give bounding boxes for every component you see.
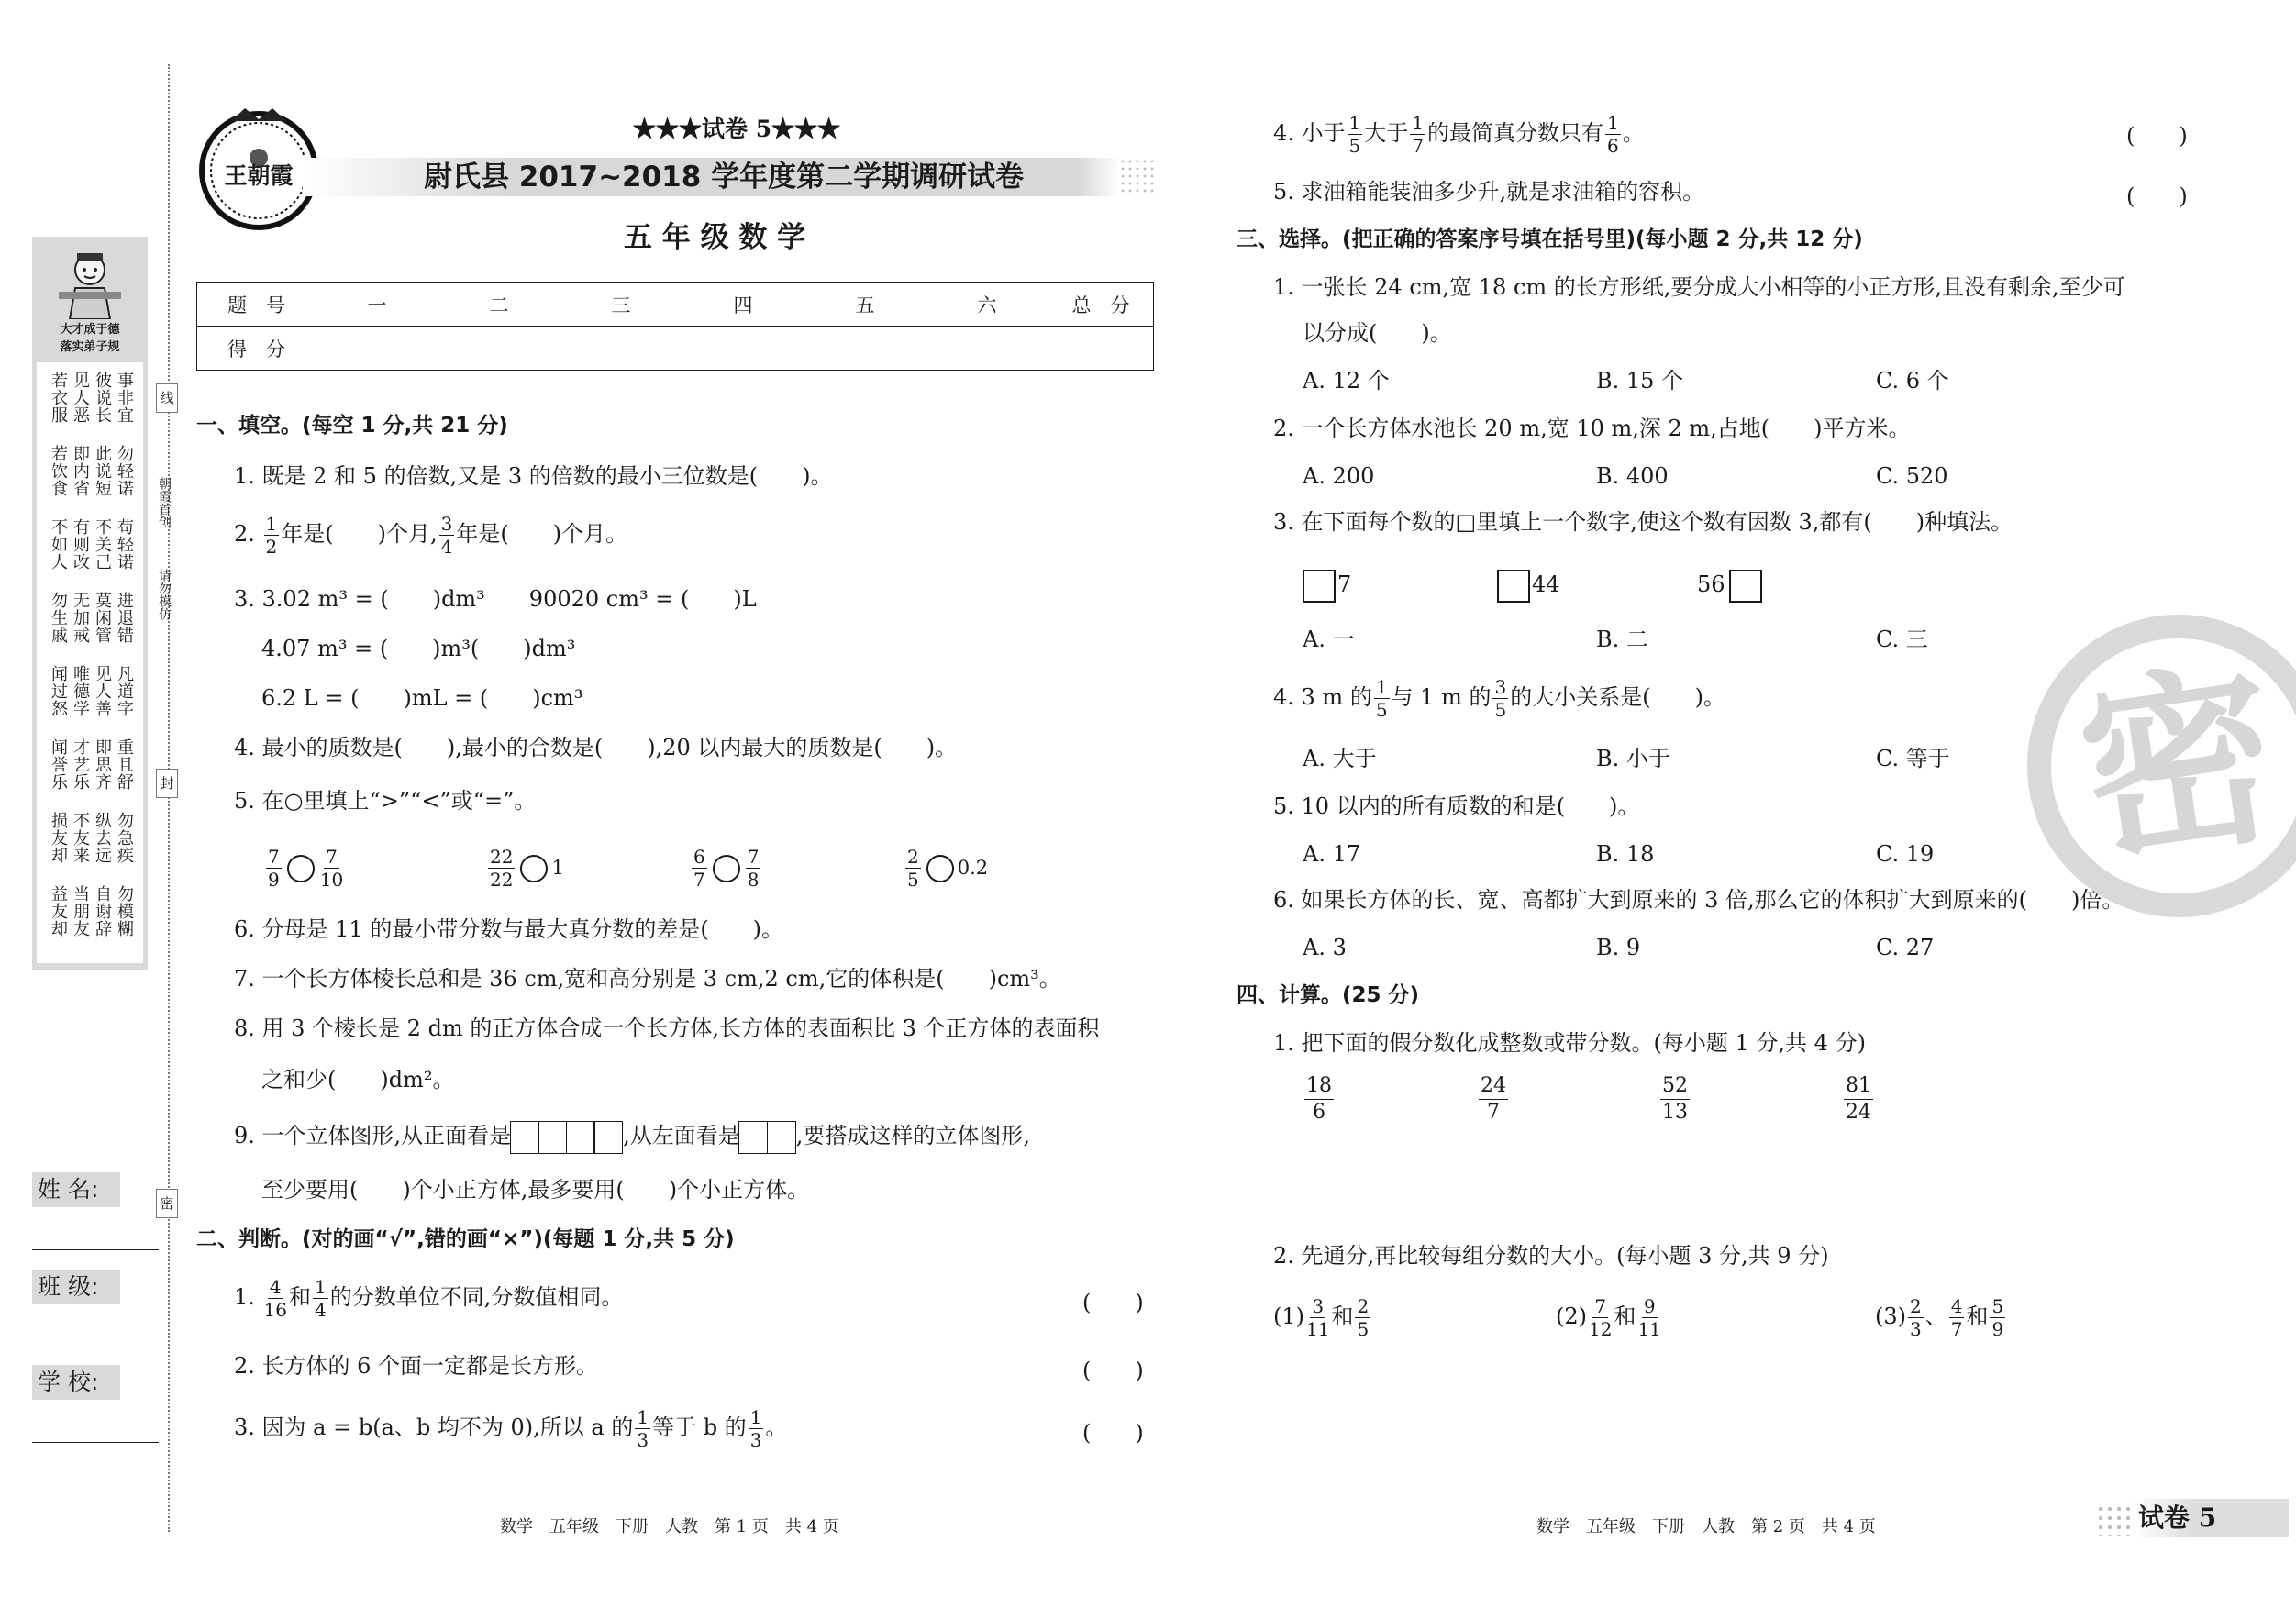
score-cell: 三 (560, 283, 682, 327)
s3-question-6: 6. 如果长方体的长、宽、高都扩大到原来的 3 倍,那么它的体积扩大到原来的( )倍。 (1273, 887, 2124, 913)
numerator: 2 (1357, 1295, 1370, 1317)
s1-question-9a (234, 1117, 1030, 1154)
fraction (488, 848, 515, 889)
denominator: 7 (1487, 1101, 1500, 1124)
numerator: 7 (1594, 1295, 1607, 1317)
s1-question-9b: 至少要用( )个小正方体,最多要用( )个小正方体。 (261, 1177, 810, 1203)
s3-q1-option-a[interactable]: A. 12 个 (1303, 368, 1390, 394)
s3-q3-number (1497, 566, 1560, 603)
denominator: 22 (490, 869, 514, 891)
poem-column: 即内省 (71, 445, 90, 497)
denominator: 3 (1910, 1318, 1922, 1340)
fraction (749, 1408, 764, 1449)
poem-column: 勿模糊 (115, 885, 134, 937)
s2-question-4 (1273, 110, 1645, 156)
s1-q5-item (486, 844, 564, 890)
digit-box[interactable] (1497, 570, 1530, 603)
s3-q6-option-a[interactable]: A. 3 (1303, 935, 1347, 960)
sidebar-poems (48, 372, 136, 959)
denominator: 11 (1637, 1318, 1661, 1340)
fraction (905, 848, 921, 889)
s3-q2-option-b[interactable]: B. 400 (1596, 463, 1669, 489)
poem-column: 彼说长 (93, 372, 112, 424)
digit-box[interactable] (1303, 570, 1336, 603)
exam-subject: 五 年 级 数 学 (624, 221, 806, 254)
page-badge (2133, 1499, 2289, 1537)
q-text: 、 (1924, 1303, 1947, 1329)
poem-column: 见人恶 (71, 372, 90, 424)
s3-q6-option-b[interactable]: B. 9 (1596, 935, 1641, 960)
q-text: 4. 3 m 的 (1273, 684, 1372, 710)
poem-column: 此说短 (93, 445, 112, 497)
denominator: 5 (1375, 699, 1388, 721)
score-cell: 题 号 (197, 283, 316, 327)
score-cell: 一 (316, 283, 438, 327)
slogan-line: 大才成于德 (60, 323, 120, 337)
logo-text: 王朝霞 (224, 162, 294, 189)
class-field[interactable] (32, 1270, 159, 1348)
score-header-row (197, 283, 1154, 327)
binding-mark-box (156, 1189, 178, 1218)
s4-q2-item-1 (1273, 1293, 1372, 1339)
fraction (1410, 114, 1425, 155)
numerator: 1 (637, 1406, 649, 1428)
s1-q5-item (904, 844, 988, 890)
q-number: 2. (234, 521, 255, 547)
school-underline (32, 1442, 159, 1443)
q-text: ,要搭成这样的立体图形, (795, 1123, 1031, 1148)
s1-question-6: 6. 分母是 11 的最小带分数与最大真分数的差是( )。 (234, 916, 784, 942)
score-input[interactable] (1048, 327, 1154, 371)
poem-column: 莫闲管 (93, 592, 112, 644)
denominator: 5 (1357, 1318, 1370, 1340)
binding-dotted-line (168, 64, 170, 1532)
fraction (266, 848, 282, 889)
page-badge-dots (2096, 1504, 2133, 1536)
numerator: 81 (1844, 1075, 1873, 1100)
score-cell: 四 (682, 283, 804, 327)
page-badge-label: 试卷 5 (2138, 1503, 2217, 1533)
s3-q5-option-c[interactable]: C. 19 (1876, 841, 1935, 867)
poem-column: 不如人 (49, 518, 68, 571)
poem-column: 重且舒 (115, 738, 134, 791)
denominator: 8 (747, 869, 760, 891)
poem-column: 进退错 (115, 592, 134, 644)
q-text: 的最简真分数只有 (1427, 120, 1603, 146)
fraction (1908, 1297, 1924, 1338)
denominator: 7 (1950, 1318, 1963, 1340)
s3-q1-option-c[interactable]: C. 6 个 (1876, 368, 1949, 394)
numerator: 4 (1950, 1295, 1963, 1317)
denominator: 10 (319, 869, 344, 891)
q-number: (2) (1556, 1303, 1587, 1329)
denominator: 4 (440, 536, 453, 558)
denominator: 7 (1412, 135, 1424, 157)
compare-value: 0.2 (957, 857, 989, 879)
s1-q5-item (690, 844, 762, 890)
q-text: 等于 b 的 (652, 1414, 747, 1440)
s1-question-3a: 3. 3.02 m³ = ( )dm³ 90020 cm³ = ( )L (234, 586, 757, 612)
fraction (1605, 114, 1621, 155)
poem-column: 唯德学 (71, 665, 90, 717)
fraction (1479, 1075, 1508, 1124)
numerator: 18 (1304, 1075, 1334, 1100)
q-text: 和 (1966, 1303, 1989, 1329)
binding-mark-box (156, 769, 178, 798)
copyright-note (151, 477, 172, 528)
s2-question-3 (234, 1406, 788, 1451)
binding-mark: 封 (160, 775, 174, 792)
q-number: (3) (1875, 1303, 1906, 1329)
denominator: 5 (1494, 699, 1507, 721)
score-input[interactable] (804, 327, 926, 371)
s3-question-2: 2. 一个长方体水池长 20 m,宽 10 m,深 2 m,占地( )平方米。 (1273, 416, 1911, 441)
score-cell: 总 分 (1048, 283, 1154, 327)
fraction (1306, 1297, 1329, 1338)
q-text: 年是( )个月。 (456, 521, 628, 547)
numerator: 2 (907, 846, 919, 868)
s4-q1-fraction (1842, 1075, 1875, 1124)
fraction (1348, 114, 1363, 155)
fraction (320, 848, 343, 889)
fraction (1374, 678, 1390, 719)
denominator: 6 (1313, 1101, 1325, 1124)
compare-value: 1 (551, 857, 564, 879)
q-text: 的大小关系是( )。 (1510, 684, 1725, 710)
binding-mark-box (156, 383, 178, 413)
s3-q3-number (1697, 566, 1764, 603)
denominator: 3 (637, 1429, 649, 1451)
score-value-row (197, 327, 1154, 371)
section3-heading: 三、选择。(把正确的答案序号填在括号里)(每小题 2 分,共 12 分) (1237, 227, 1863, 251)
denominator: 11 (1306, 1318, 1330, 1340)
q-text: 的分数单位不同,分数值相同。 (329, 1284, 624, 1310)
q-text: 3. 因为 a = b(a、b 均不为 0),所以 a 的 (234, 1414, 634, 1440)
s1-question-2 (234, 513, 628, 558)
fraction (1492, 678, 1508, 719)
poem-column: 苟轻诺 (115, 518, 134, 571)
s3-q3-option-a[interactable]: A. 一 (1303, 627, 1355, 652)
poem-column: 见人善 (93, 665, 112, 717)
poem-column: 若饮食 (49, 445, 68, 497)
q-text: ,从左面看是 (623, 1123, 740, 1148)
s3-question-4 (1273, 674, 1725, 720)
denominator: 24 (1846, 1101, 1871, 1124)
fraction (439, 515, 455, 556)
class-label: 班 级: (32, 1270, 120, 1304)
score-cell: 二 (438, 283, 560, 327)
s2-question-2: 2. 长方体的 6 个面一定都是长方形。 (234, 1353, 599, 1379)
section2-heading: 二、判断。(对的画“√”,错的画“×”)(每题 1 分,共 5 分) (196, 1227, 735, 1251)
digit-text: 7 (1337, 571, 1352, 597)
s1-question-3c: 6.2 L = ( )mL = ( )cm³ (261, 685, 583, 711)
s3-q3-option-b[interactable]: B. 二 (1596, 627, 1648, 652)
q-number: 1. (234, 1284, 255, 1310)
exam-series-label: ★★★试卷 5★★★ (633, 116, 841, 142)
compare-circle[interactable] (520, 855, 548, 882)
s3-question-1a: 1. 一张长 24 cm,宽 18 cm 的长方形纸,要分成大小相等的小正方形,且没有剩余,至少可 (1273, 274, 2125, 300)
poem-column: 勿生戚 (49, 592, 68, 644)
copyright-note-2 (151, 569, 172, 620)
numerator: 1 (749, 1406, 762, 1428)
s3-q2-option-a[interactable]: A. 200 (1303, 463, 1375, 489)
s2-question-5: 5. 求油箱能装油多少升,就是求油箱的容积。 (1273, 179, 1705, 205)
s1-question-7: 7. 一个长方体棱长总和是 36 cm,宽和高分别是 3 cm,2 cm,它的体积是( )cm³。 (234, 966, 1061, 992)
s1-q5-item (264, 844, 345, 890)
fraction (264, 515, 280, 556)
denominator: 7 (693, 869, 705, 891)
fraction (746, 848, 761, 889)
s3-q6-option-c[interactable]: C. 27 (1876, 935, 1935, 960)
poem-column: 自谢辞 (93, 885, 112, 937)
s4-question-2: 2. 先通分,再比较每组分数的大小。(每小题 3 分,共 9 分) (1273, 1243, 1829, 1269)
numerator: 24 (1479, 1075, 1508, 1100)
compare-circle[interactable] (287, 855, 315, 882)
s4-question-1: 1. 把下面的假分数化成整数或带分数。(每小题 1 分,共 4 分) (1273, 1030, 1866, 1056)
section4-heading: 四、计算。(25 分) (1237, 983, 1420, 1007)
numerator: 7 (326, 846, 338, 868)
fraction (1304, 1075, 1334, 1124)
denominator: 5 (1348, 135, 1361, 157)
score-cell: 五 (804, 283, 926, 327)
s3-q4-option-c[interactable]: C. 等于 (1876, 746, 1950, 771)
numerator: 3 (1494, 676, 1507, 698)
s1-question-3b: 4.07 m³ = ( )m³( )dm³ (261, 636, 576, 661)
digit-text: 56 (1697, 571, 1725, 597)
s1-question-8a: 8. 用 3 个棱长是 2 dm 的正方体合成一个长方体,长方体的表面积比 3 个正方体的表面积 (234, 1015, 1100, 1041)
denominator: 13 (1662, 1101, 1688, 1124)
poem-column: 不关己 (93, 518, 112, 571)
s3-question-1b: 以分成( )。 (1303, 320, 1452, 346)
name-field[interactable] (32, 1172, 159, 1251)
copyright-line: 请勿模仿 (157, 569, 172, 620)
copyright-line: 朝霞首创 (157, 477, 172, 528)
poem-column: 益友却 (49, 885, 68, 937)
mascot-image (53, 248, 127, 319)
numerator: 3 (1312, 1295, 1325, 1317)
answer-paren[interactable]: ( ) (2126, 183, 2188, 209)
binding-mark: 线 (160, 390, 174, 406)
q-text: 和 (1331, 1303, 1354, 1329)
numerator: 1 (1412, 112, 1424, 134)
score-input[interactable] (316, 327, 438, 371)
score-input[interactable] (560, 327, 682, 371)
answer-paren[interactable]: ( ) (1082, 1290, 1144, 1315)
numerator: 1 (315, 1276, 327, 1298)
score-input[interactable] (682, 327, 804, 371)
fraction (1949, 1297, 1965, 1338)
denominator: 9 (1991, 1318, 2004, 1340)
name-underline (32, 1249, 159, 1250)
confidential-stamp (2027, 615, 2296, 917)
compare-circle[interactable] (713, 855, 740, 882)
s3-q4-option-b[interactable]: B. 小于 (1596, 746, 1670, 771)
denominator: 2 (265, 536, 278, 558)
s4-q2-item-2 (1556, 1293, 1663, 1339)
s3-q4-option-a[interactable]: A. 大于 (1303, 746, 1377, 771)
section1-heading: 一、填空。(每空 1 分,共 21 分) (196, 414, 508, 438)
q-text: 和 (1614, 1303, 1636, 1329)
digit-box[interactable] (1729, 570, 1762, 603)
poem-column: 无加戒 (71, 592, 90, 644)
s1-question-8b: 之和少( )dm²。 (261, 1067, 455, 1092)
fraction (1637, 1297, 1660, 1338)
numerator: 5 (1991, 1295, 2004, 1317)
s3-q3-number (1303, 566, 1351, 603)
poem-column: 若衣服 (49, 372, 68, 424)
q-text: 与 1 m 的 (1391, 684, 1492, 710)
poem-column: 当朋友 (71, 885, 90, 937)
poem-column: 闻过怒 (49, 665, 68, 717)
school-field[interactable] (32, 1365, 159, 1444)
s4-q1-fraction (1658, 1075, 1691, 1124)
fraction (1355, 1297, 1370, 1338)
s1-question-1: 1. 既是 2 和 5 的倍数,又是 3 的倍数的最小三位数是( )。 (234, 463, 833, 489)
binding-mark: 密 (160, 1195, 174, 1212)
exam-title: 尉氏县 2017~2018 学年度第二学期调研试卷 (424, 161, 1025, 194)
digit-text: 44 (1532, 571, 1560, 597)
s3-question-3: 3. 在下面每个数的□里填上一个数字,使这个数有因数 3,都有( )种填法。 (1273, 509, 2013, 535)
score-label: 得 分 (197, 327, 316, 371)
sidebar-slogan (37, 321, 143, 356)
score-cell: 六 (926, 283, 1048, 327)
poem-column: 即思齐 (93, 738, 112, 791)
q-text: 大于 (1364, 120, 1409, 146)
answer-paren[interactable]: ( ) (2126, 123, 2188, 149)
fraction (1990, 1297, 2005, 1338)
poem-column: 不友来 (71, 812, 90, 864)
fraction (692, 848, 707, 889)
fraction (635, 1408, 650, 1449)
name-label: 姓 名: (32, 1172, 120, 1207)
denominator: 5 (907, 869, 919, 891)
numerator: 9 (1643, 1295, 1656, 1317)
footer-right: 数学 五年级 下册 人教 第 2 页 共 4 页 (1536, 1517, 1876, 1536)
s4-q2-item-3 (1875, 1293, 2007, 1339)
poem-column: 才艺乐 (71, 738, 90, 791)
score-table (196, 282, 1154, 371)
q-text: 年是( )个月, (281, 521, 438, 547)
numerator: 4 (269, 1276, 282, 1298)
numerator: 6 (693, 846, 705, 868)
denominator: 12 (1589, 1318, 1613, 1340)
numerator: 3 (440, 513, 453, 535)
answer-paren[interactable]: ( ) (1082, 1358, 1144, 1383)
numerator: 22 (490, 846, 514, 868)
s2-question-1 (234, 1276, 624, 1321)
s1-question-5: 5. 在○里填上“>”“<”或“=”。 (234, 788, 537, 814)
numerator: 1 (1348, 112, 1361, 134)
stamp-glyph: 密 (2067, 640, 2290, 891)
s3-q5-option-b[interactable]: B. 18 (1596, 841, 1655, 867)
denominator: 4 (315, 1299, 327, 1321)
poem-column: 事非宜 (115, 372, 134, 424)
slogan-line: 落实弟子规 (60, 340, 120, 354)
fraction (1844, 1075, 1873, 1124)
numerator: 1 (1375, 676, 1388, 698)
denominator: 16 (263, 1299, 287, 1321)
numerator: 1 (1607, 112, 1619, 134)
q-text: 9. 一个立体图形,从正面看是 (234, 1123, 512, 1148)
numerator: 7 (268, 846, 280, 868)
poem-column: 凡道字 (115, 665, 134, 717)
s4-q1-fraction (1477, 1075, 1510, 1124)
poem-column: 勿轻诺 (115, 445, 134, 497)
s3-q3-option-c[interactable]: C. 三 (1876, 627, 1928, 652)
q-text: 4. 小于 (1273, 120, 1346, 146)
poem-column: 纵去远 (93, 812, 112, 864)
poem-column: 损友却 (49, 812, 68, 864)
s3-q1-option-b[interactable]: B. 15 个 (1596, 368, 1684, 394)
s3-q5-option-a[interactable]: A. 17 (1303, 841, 1361, 867)
q-text: 和 (289, 1284, 311, 1310)
s3-q2-option-c[interactable]: C. 520 (1876, 463, 1948, 489)
left-view-cubes (740, 1121, 796, 1154)
school-label: 学 校: (32, 1365, 120, 1400)
fraction (313, 1278, 328, 1319)
header-ribbon-dots (1119, 158, 1156, 196)
footer-left: 数学 五年级 下册 人教 第 1 页 共 4 页 (500, 1517, 839, 1536)
q-text: 。 (1622, 120, 1645, 146)
numerator: 52 (1660, 1075, 1690, 1100)
answer-paren[interactable]: ( ) (1082, 1420, 1144, 1446)
poem-column: 闻誉乐 (49, 738, 68, 791)
score-input[interactable] (438, 327, 560, 371)
fraction (1660, 1075, 1690, 1124)
score-input[interactable] (926, 327, 1048, 371)
numerator: 7 (747, 846, 760, 868)
s3-question-5: 5. 10 以内的所有质数的和是( )。 (1273, 793, 1640, 819)
denominator: 3 (749, 1429, 762, 1451)
numerator: 2 (1910, 1295, 1922, 1317)
fraction (264, 1278, 287, 1319)
poem-column: 勿急疾 (115, 812, 134, 864)
s1-question-4: 4. 最小的质数是( ),最小的合数是( ),20 以内最大的质数是( )。 (234, 735, 958, 760)
denominator: 6 (1607, 135, 1619, 157)
s4-q1-fraction (1303, 1075, 1336, 1124)
compare-circle[interactable] (926, 855, 954, 882)
numerator: 1 (265, 513, 278, 535)
front-view-cubes (511, 1121, 623, 1154)
q-text: 。 (765, 1414, 788, 1440)
q-number: (1) (1273, 1303, 1304, 1329)
denominator: 9 (268, 869, 280, 891)
fraction (1589, 1297, 1612, 1338)
poem-column: 有则改 (71, 518, 90, 571)
